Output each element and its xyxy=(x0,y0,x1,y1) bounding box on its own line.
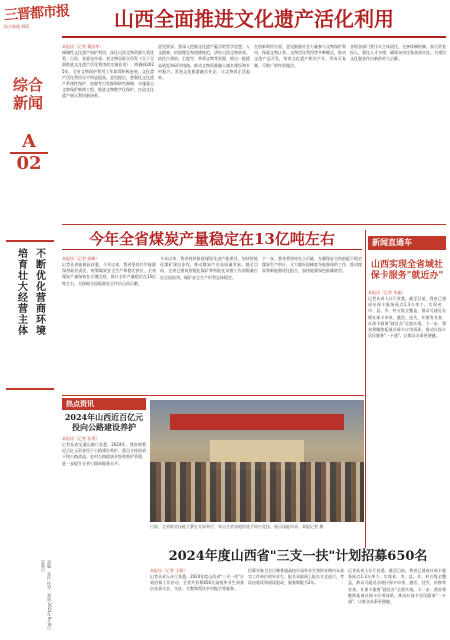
article-text: 记者从省人社厅获悉，截至目前，我省已建成社保卡服务网点1.3万余个，实现省、市、县、乡、村五级全覆盖，群众可就近办理社保卡申领、激活、挂失、补换等业务，社保卡服务"就近办"全面实现。下一步，我省将继续拓展社保卡应用场景，推动社保卡居民服务"一卡通"，让群众办事更便捷。 xyxy=(368,296,446,339)
news-photo xyxy=(150,400,364,522)
edition-info: 责编：张玲 校对：郑丽 2024年9月8日 星期日 xyxy=(41,560,52,630)
hire-headline: 2024年度山西省"三支一扶"计划招募650名 xyxy=(168,549,428,564)
news-express-label: 新闻直通车 xyxy=(368,236,446,250)
section-name: 综合新闻 xyxy=(12,76,43,112)
section-number: 02 xyxy=(10,152,48,174)
masthead-subline: 综合新闻 A02 xyxy=(4,24,30,29)
masthead-logo: 三晋都市报 xyxy=(3,3,70,24)
divider xyxy=(62,224,446,225)
hot-news-column xyxy=(62,436,146,632)
hot-news-headline: 2024年山西近百亿元投向公路建设养护 xyxy=(64,412,144,432)
section-letter: A xyxy=(22,131,36,152)
coal-column xyxy=(62,256,156,394)
coal-column xyxy=(160,256,258,394)
lead-column xyxy=(350,44,446,220)
author-line: 本报讯（记者 冀国华） xyxy=(62,44,104,49)
coal-column xyxy=(262,256,362,394)
lead-column xyxy=(158,44,250,220)
photo-banner xyxy=(170,414,344,430)
article-text: 招募对象为全日制普通高校应届毕业生和择业期内未落实工作单位的毕业生，报名采取网上报名方式进行，考试由笔试和面试组成，服务期限为2年。 xyxy=(248,568,344,586)
left-rail xyxy=(0,0,70,640)
article-text: 记者从省交通运输厅获悉，2024年，我省统筹近百亿元资金用于公路建设养护，重点支持国省干线公路改造、农村公路提质升级和养护管理，进一步提升全省公路网服务水平。 xyxy=(62,442,146,466)
author-line: 本报讯（记者 李鑫） xyxy=(368,290,406,295)
express-column xyxy=(368,290,446,544)
article-text: 记者从省能源局获悉，今年以来，我省坚决扛牢能源保供政治责任，统筹煤炭安全生产和稳定供应，全省煤炭产量保持在合理区间，预计全年产量稳定在13亿吨左右，为保障全国能源安全作出山西贡献。 xyxy=(62,262,156,286)
express-headline: 山西实现全省域社保卡服务"就近办" xyxy=(370,260,444,281)
slogan-line: 不断优化营商环境 xyxy=(33,248,45,336)
article-text: 记者从省人社厅获悉，2024年度山西省"三支一扶"计划招募工作启动，全省共招募650名高校毕业生到基层从事支农、支医、支教和帮扶乡村振兴等服务。 xyxy=(150,574,244,592)
photo-caption: 日前，全省职业技能大赛在太原举行，来自全省各地的选手同台竞技，展示技能风采。本报记者 摄 xyxy=(150,524,324,529)
divider xyxy=(62,395,364,396)
photo-crowd xyxy=(150,462,364,522)
hire-column xyxy=(248,568,344,636)
author-line: 本报讯（记者 张勇） xyxy=(62,436,100,441)
section-code xyxy=(10,132,48,174)
hire-column xyxy=(150,568,244,636)
coal-headline: 今年全省煤炭产量稳定在13亿吨左右 xyxy=(62,228,362,250)
lead-headline: 山西全面推进文化遗产活化利用 xyxy=(62,4,446,38)
article-text: 各级各部门要压实主体责任，完善体制机制，加大资金投入，强化人才支撑，确保各项任务落到实处，为建设文化强省作出新的更大贡献。 xyxy=(350,44,446,62)
article-text: 意见要求，要深入挖掘文化遗产蕴含的哲学思想、人文精神、价值理念和道德规范，讲好山西文物故事。依托古建筑、石窟寺、革命文物等资源，推出一批精品展览和研学线路，推动文物资源融入城乡建设和乡村振兴，发展文化旅游融合业态，让文物真正活起来。 xyxy=(158,44,250,81)
hire-column xyxy=(348,568,446,636)
lead-column xyxy=(254,44,346,220)
masthead xyxy=(3,3,70,52)
slogan-box xyxy=(6,240,54,390)
slogan-line: 培育壮大经营主体 xyxy=(15,248,27,336)
divider xyxy=(365,230,366,548)
article-text: 在创新利用方面，意见鼓励社会力量参与文物保护利用，探索文物认养、文物活化利用等多种模式，推动文创产品开发，培育文化遗产相关产业，形成可复制、可推广的经验做法。 xyxy=(254,44,346,68)
article-text: 记者从省人社厅获悉，截至目前，我省已建成社保卡服务网点1.3万余个，实现省、市、县、乡、村五级全覆盖，群众可就近办理社保卡申领、激活、挂失、补换等业务，社保卡服务"就近办"全面实现。下一步，我省将继续拓展社保卡应用场景，推动社保卡居民服务"一卡通"，让群众办事更便捷。 xyxy=(348,568,446,605)
hot-news-label: 热点资讯 xyxy=(62,398,146,410)
lead-column xyxy=(62,44,154,220)
article-text: 今年以来，我省持续推进煤炭先进产能建设，加快智能化煤矿建设步伐，推动煤炭产业高质量发展。截至目前，全省已建成智能化煤矿和智能化采掘工作面数量位居全国前列，煤矿安全生产形势总体稳定。 xyxy=(160,256,258,280)
author-line: 本报讯（记者 郭峰） xyxy=(62,256,100,261)
author-line: 本报讯（记者 王敏） xyxy=(150,568,188,573)
article-text: 下一步，我省将坚持先立后破，在确保安全的前提下稳定煤炭生产供应，全力做好迎峰度冬能源保供工作，推动煤炭和新能源优化组合，加快能源绿色低碳转型。 xyxy=(262,256,362,274)
article-text: 倾城性文化遗产保护利用，深化山西文物资源大省优势。日前，省委宣传部、省文物局联合印发《关于全面推进文化遗产活化利用的实施意见》，明确到2025年，全省文物保护利用工作取得积极进展，文化遗产活化利用水平明显提高。意见提出，要强化文化遗产系统性保护，加强考古发掘和研究阐释，实施重点文物保护修缮工程，推进文物数字化保护，打造文化遗产展示利用新场景。 xyxy=(62,50,154,99)
